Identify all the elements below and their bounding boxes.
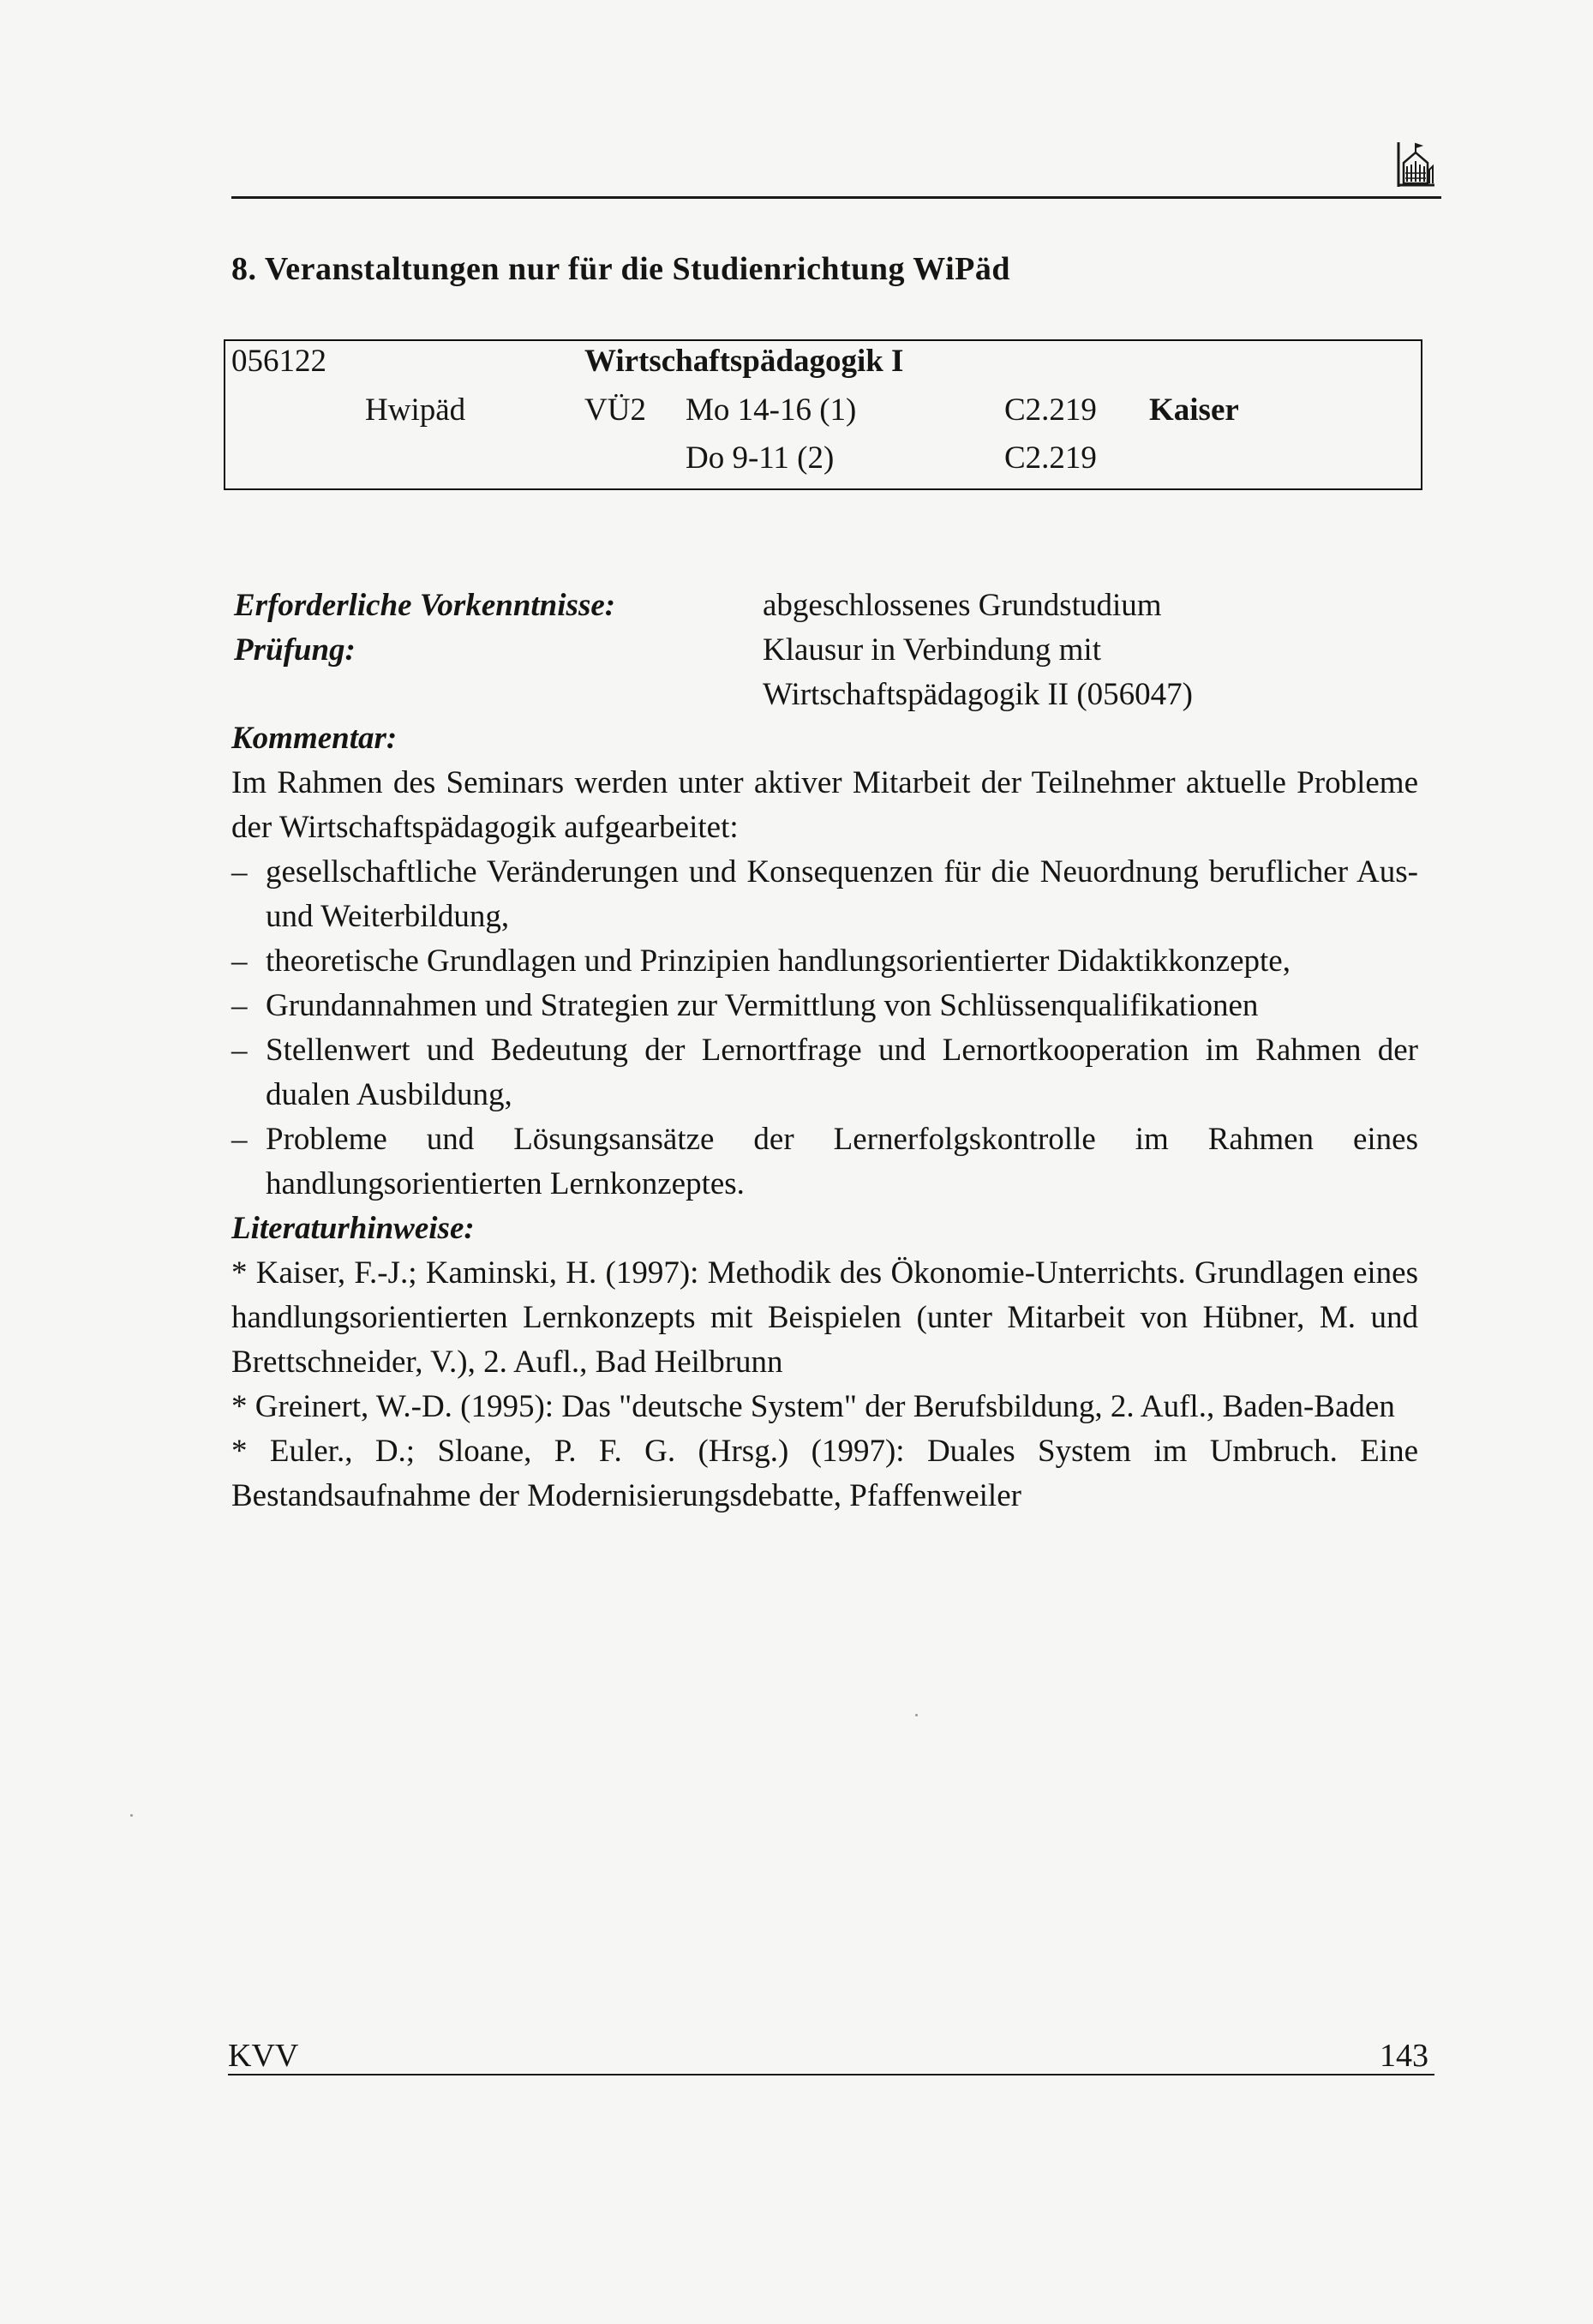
session-time: Do 9-11 (2) bbox=[686, 440, 835, 476]
literature-entry: * Kaiser, F.-J.; Kaminski, H. (1997): Methodik des Ökonomie-Unterrichts. Grundlagen eines handlungsorientierten Lernkonzepts mit Beispielen (unter Mitarbeit von Hübner, M. und Brettschneider, V.), 2. Aufl., Bad Heilbrunn bbox=[231, 1255, 1418, 1380]
list-item-text: Probleme und Lösungsansätze der Lernerfolgskontrolle im Rahmen eines handlungsorientierten Lernkonzeptes. bbox=[266, 1122, 1418, 1201]
page-number: 143 bbox=[1380, 2038, 1428, 2074]
commentary-intro: Im Rahmen des Seminars werden unter aktiver Mitarbeit der Teilnehmer aktuelle Probleme der Wirtschaftspädagogik aufgearbeitet: bbox=[231, 765, 1418, 845]
commentary-list bbox=[231, 850, 1418, 1207]
list-item-text: Grundannahmen und Strategien zur Vermittlung von Schlüssenqualifikationen bbox=[266, 988, 1259, 1023]
exam-value: Klausur in Verbindung mit bbox=[763, 632, 1101, 668]
dash-bullet: – bbox=[231, 943, 248, 979]
session-room: C2.219 bbox=[1004, 392, 1097, 428]
dash-bullet: – bbox=[231, 854, 248, 889]
course-module: Hwipäd bbox=[365, 392, 466, 428]
scan-speck bbox=[915, 1714, 918, 1716]
prerequisites-label: Erforderliche Vorkenntnisse: bbox=[234, 588, 616, 623]
exam-value-continued: Wirtschaftspädagogik II (056047) bbox=[763, 677, 1193, 712]
literature-label: Literaturhinweise: bbox=[231, 1211, 475, 1246]
dash-bullet: – bbox=[231, 1033, 248, 1068]
list-item bbox=[231, 984, 1418, 1028]
list-item-text: Stellenwert und Bedeutung der Lernortfrage und Lernortkooperation im Rahmen der dualen Ausbildung, bbox=[266, 1033, 1418, 1112]
commentary-label: Kommentar: bbox=[231, 721, 398, 756]
commentary-section bbox=[231, 716, 1418, 1518]
course-title: Wirtschaftspädagogik I bbox=[584, 344, 904, 379]
dash-bullet: – bbox=[231, 988, 248, 1023]
list-item bbox=[231, 850, 1418, 939]
list-item bbox=[231, 939, 1418, 984]
list-item-text: gesellschaftliche Veränderungen und Konsequenzen für die Neuordnung beruflicher Aus- und Weiterbildung, bbox=[266, 854, 1418, 934]
list-item bbox=[231, 1117, 1418, 1207]
list-item-text: theoretische Grundlagen und Prinzipien handlungsorientierter Didaktikkonzepte, bbox=[266, 943, 1291, 979]
literature-entry: * Greinert, W.-D. (1995): Das "deutsche System" der Berufsbildung, 2. Aufl., Baden-Baden bbox=[231, 1389, 1395, 1424]
prerequisites-value: abgeschlossenes Grundstudium bbox=[763, 588, 1162, 623]
list-item bbox=[231, 1028, 1418, 1117]
section-heading: 8. Veranstaltungen nur für die Studienrichtung WiPäd bbox=[231, 251, 1011, 287]
exam-label: Prüfung: bbox=[234, 632, 356, 668]
course-number: 056122 bbox=[231, 344, 326, 379]
session-room: C2.219 bbox=[1004, 440, 1097, 476]
course-type: VÜ2 bbox=[584, 392, 646, 428]
university-building-logo-icon bbox=[1395, 141, 1436, 189]
dash-bullet: – bbox=[231, 1122, 248, 1157]
footer-rule bbox=[228, 2074, 1434, 2075]
literature-entry: * Euler., D.; Sloane, P. F. G. (Hrsg.) (1997): Duales System im Umbruch. Eine Bestandsaufnahme der Modernisierungsdebatte, Pfaffenweiler bbox=[231, 1434, 1418, 1513]
scan-speck bbox=[130, 1814, 133, 1817]
session-time: Mo 14-16 (1) bbox=[686, 392, 857, 428]
header-rule bbox=[231, 196, 1441, 199]
course-lecturer: Kaiser bbox=[1149, 392, 1239, 428]
footer-label: KVV bbox=[228, 2038, 299, 2074]
